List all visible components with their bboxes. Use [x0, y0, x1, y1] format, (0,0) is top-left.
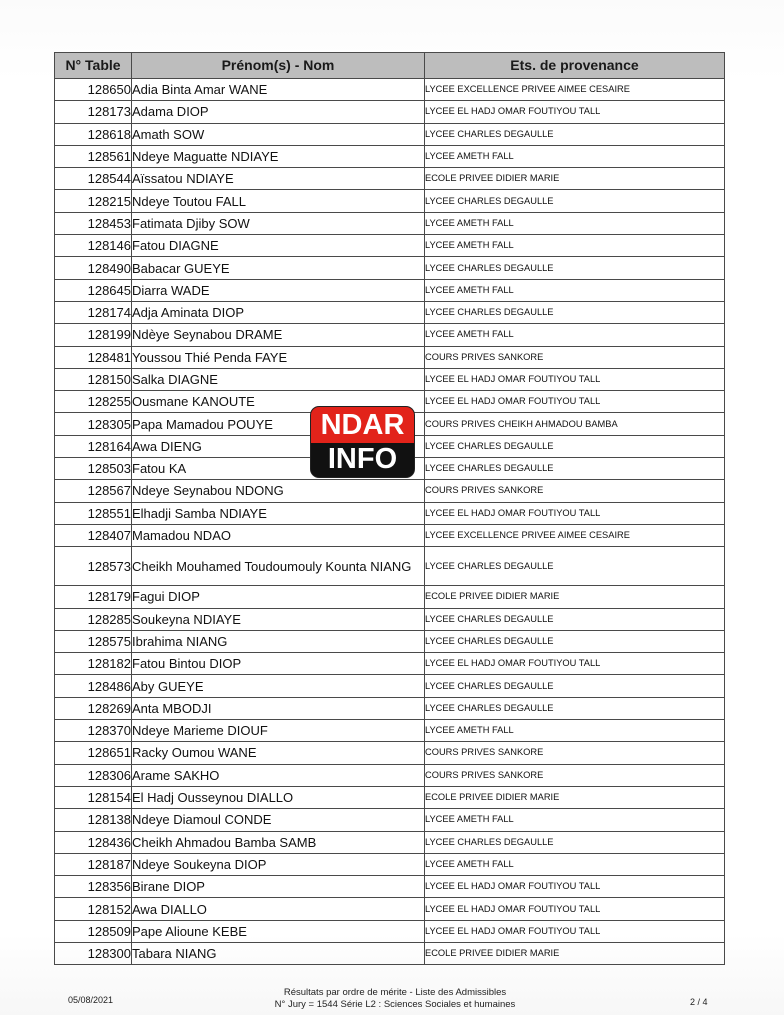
footer-line-2: N° Jury = 1544 Série L2 : Sciences Sociales et humaines: [274, 999, 516, 1010]
table-number-cell: 128645: [55, 279, 132, 301]
table-row: [55, 168, 725, 190]
student-name-cell: Awa DIENG: [132, 435, 425, 457]
student-name-cell: Aby GUEYE: [132, 675, 425, 697]
table-row: [55, 324, 725, 346]
student-name-cell: El Hadj Ousseynou DIALLO: [132, 786, 425, 808]
student-name-cell: Adja Aminata DIOP: [132, 301, 425, 323]
table-row: [55, 346, 725, 368]
school-cell: COURS PRIVES SANKORE: [425, 742, 725, 764]
school-cell: COURS PRIVES SANKORE: [425, 346, 725, 368]
table-number-cell: 128152: [55, 898, 132, 920]
school-cell: LYCEE EXCELLENCE PRIVEE AIMEE CESAIRE: [425, 524, 725, 546]
student-name-cell: Tabara NIANG: [132, 942, 425, 964]
table-number-cell: 128174: [55, 301, 132, 323]
school-cell: ECOLE PRIVEE DIDIER MARIE: [425, 586, 725, 608]
table-number-cell: 128651: [55, 742, 132, 764]
school-cell: LYCEE EL HADJ OMAR FOUTIYOU TALL: [425, 368, 725, 390]
footer-date: 05/08/2021: [68, 995, 114, 1005]
school-cell: COURS PRIVES CHEIKH AHMADOU BAMBA: [425, 413, 725, 435]
table-number-cell: 128199: [55, 324, 132, 346]
student-name-cell: Fatimata Djiby SOW: [132, 212, 425, 234]
student-name-cell: Fatou KA: [132, 458, 425, 480]
student-name-cell: Ndeye Soukeyna DIOP: [132, 853, 425, 875]
school-cell: LYCEE EL HADJ OMAR FOUTIYOU TALL: [425, 920, 725, 942]
table-number-cell: 128187: [55, 853, 132, 875]
student-name-cell: Ndeye Maguatte NDIAYE: [132, 145, 425, 167]
table-number-cell: 128215: [55, 190, 132, 212]
school-cell: LYCEE AMETH FALL: [425, 720, 725, 742]
school-cell: LYCEE EL HADJ OMAR FOUTIYOU TALL: [425, 391, 725, 413]
table-number-cell: 128503: [55, 458, 132, 480]
table-row: [55, 764, 725, 786]
table-row: [55, 301, 725, 323]
table-number-cell: 128407: [55, 524, 132, 546]
table-number-cell: 128618: [55, 123, 132, 145]
table-number-cell: 128269: [55, 697, 132, 719]
table-number-cell: 128300: [55, 942, 132, 964]
table-number-cell: 128573: [55, 547, 132, 586]
student-name-cell: Birane DIOP: [132, 876, 425, 898]
table-number-cell: 128146: [55, 235, 132, 257]
student-name-cell: Ibrahima NIANG: [132, 630, 425, 652]
school-cell: LYCEE AMETH FALL: [425, 235, 725, 257]
table-row: [55, 502, 725, 524]
school-cell: LYCEE AMETH FALL: [425, 853, 725, 875]
table-row: [55, 742, 725, 764]
school-cell: LYCEE EL HADJ OMAR FOUTIYOU TALL: [425, 502, 725, 524]
table-row: [55, 190, 725, 212]
table-row: [55, 123, 725, 145]
student-name-cell: Aïssatou NDIAYE: [132, 168, 425, 190]
school-cell: LYCEE CHARLES DEGAULLE: [425, 831, 725, 853]
table-number-cell: 128650: [55, 79, 132, 101]
table-number-cell: 128182: [55, 653, 132, 675]
school-cell: LYCEE EL HADJ OMAR FOUTIYOU TALL: [425, 101, 725, 123]
table-row: [55, 630, 725, 652]
table-number-cell: 128370: [55, 720, 132, 742]
header-name: Prénom(s) - Nom: [132, 53, 425, 79]
table-number-cell: 128356: [55, 876, 132, 898]
table-number-cell: 128551: [55, 502, 132, 524]
student-name-cell: Ndèye Seynabou DRAME: [132, 324, 425, 346]
footer-page-number: 2 / 4: [690, 997, 708, 1007]
footer-line-1: Résultats par ordre de mérite - Liste des Admissibles: [283, 987, 507, 998]
student-name-cell: Papa Mamadou POUYE: [132, 413, 425, 435]
school-cell: LYCEE CHARLES DEGAULLE: [425, 675, 725, 697]
student-name-cell: Cheikh Mouhamed Toudoumouly Kounta NIANG: [132, 547, 425, 586]
student-name-cell: Ndeye Toutou FALL: [132, 190, 425, 212]
footer-caption: [230, 987, 560, 1011]
student-name-cell: Racky Oumou WANE: [132, 742, 425, 764]
school-cell: LYCEE CHARLES DEGAULLE: [425, 123, 725, 145]
student-name-cell: Soukeyna NDIAYE: [132, 608, 425, 630]
table-row: [55, 212, 725, 234]
table-header-row: [55, 53, 725, 79]
table-number-cell: 128173: [55, 101, 132, 123]
school-cell: LYCEE CHARLES DEGAULLE: [425, 697, 725, 719]
school-cell: LYCEE CHARLES DEGAULLE: [425, 190, 725, 212]
table-row: [55, 720, 725, 742]
table-number-cell: 128179: [55, 586, 132, 608]
school-cell: LYCEE AMETH FALL: [425, 279, 725, 301]
school-cell: ECOLE PRIVEE DIDIER MARIE: [425, 942, 725, 964]
school-cell: COURS PRIVES SANKORE: [425, 764, 725, 786]
student-name-cell: Elhadji Samba NDIAYE: [132, 502, 425, 524]
table-row: [55, 942, 725, 964]
table-row: [55, 235, 725, 257]
table-number-cell: 128150: [55, 368, 132, 390]
table-number-cell: 128567: [55, 480, 132, 502]
table-row: [55, 697, 725, 719]
student-name-cell: Anta MBODJI: [132, 697, 425, 719]
table-row: [55, 675, 725, 697]
school-cell: LYCEE AMETH FALL: [425, 809, 725, 831]
table-row: [55, 608, 725, 630]
student-name-cell: Babacar GUEYE: [132, 257, 425, 279]
school-cell: LYCEE CHARLES DEGAULLE: [425, 458, 725, 480]
table-row: [55, 480, 725, 502]
student-name-cell: Ndeye Diamoul CONDE: [132, 809, 425, 831]
student-name-cell: Salka DIAGNE: [132, 368, 425, 390]
table-row: [55, 524, 725, 546]
table-number-cell: 128509: [55, 920, 132, 942]
logo-bottom-text: INFO: [311, 443, 414, 477]
table-number-cell: 128164: [55, 435, 132, 457]
student-name-cell: Ousmane KANOUTE: [132, 391, 425, 413]
student-name-cell: Cheikh Ahmadou Bamba SAMB: [132, 831, 425, 853]
student-name-cell: Arame SAKHO: [132, 764, 425, 786]
table-number-cell: 128138: [55, 809, 132, 831]
student-name-cell: Mamadou NDAO: [132, 524, 425, 546]
table-number-cell: 128255: [55, 391, 132, 413]
table-row: [55, 279, 725, 301]
table-row: [55, 809, 725, 831]
table-number-cell: 128486: [55, 675, 132, 697]
student-name-cell: Ndeye Marieme DIOUF: [132, 720, 425, 742]
school-cell: LYCEE EL HADJ OMAR FOUTIYOU TALL: [425, 653, 725, 675]
results-table: [54, 52, 725, 965]
table-row: [55, 898, 725, 920]
student-name-cell: Diarra WADE: [132, 279, 425, 301]
table-row: [55, 653, 725, 675]
school-cell: LYCEE EXCELLENCE PRIVEE AIMEE CESAIRE: [425, 79, 725, 101]
table-row: [55, 853, 725, 875]
student-name-cell: Adama DIOP: [132, 101, 425, 123]
table-number-cell: 128561: [55, 145, 132, 167]
school-cell: LYCEE CHARLES DEGAULLE: [425, 608, 725, 630]
table-row: [55, 786, 725, 808]
school-cell: LYCEE CHARLES DEGAULLE: [425, 547, 725, 586]
header-school: Ets. de provenance: [425, 53, 725, 79]
student-name-cell: Amath SOW: [132, 123, 425, 145]
table-row: [55, 145, 725, 167]
table-row: [55, 876, 725, 898]
table-row: [55, 101, 725, 123]
table-number-cell: 128154: [55, 786, 132, 808]
school-cell: LYCEE AMETH FALL: [425, 212, 725, 234]
table-row: [55, 79, 725, 101]
student-name-cell: Awa DIALLO: [132, 898, 425, 920]
table-number-cell: 128453: [55, 212, 132, 234]
table-number-cell: 128490: [55, 257, 132, 279]
table-number-cell: 128481: [55, 346, 132, 368]
student-name-cell: Ndeye Seynabou NDONG: [132, 480, 425, 502]
school-cell: LYCEE AMETH FALL: [425, 324, 725, 346]
table-row: [55, 368, 725, 390]
student-name-cell: Adia Binta Amar WANE: [132, 79, 425, 101]
school-cell: COURS PRIVES SANKORE: [425, 480, 725, 502]
school-cell: LYCEE EL HADJ OMAR FOUTIYOU TALL: [425, 876, 725, 898]
school-cell: ECOLE PRIVEE DIDIER MARIE: [425, 168, 725, 190]
school-cell: LYCEE CHARLES DEGAULLE: [425, 630, 725, 652]
student-name-cell: Fatou DIAGNE: [132, 235, 425, 257]
table-row: [55, 547, 725, 586]
school-cell: LYCEE CHARLES DEGAULLE: [425, 257, 725, 279]
header-table-number: N° Table: [55, 53, 132, 79]
table-row: [55, 257, 725, 279]
school-cell: LYCEE EL HADJ OMAR FOUTIYOU TALL: [425, 898, 725, 920]
student-name-cell: Fagui DIOP: [132, 586, 425, 608]
school-cell: LYCEE AMETH FALL: [425, 145, 725, 167]
table-number-cell: 128306: [55, 764, 132, 786]
table-row: [55, 586, 725, 608]
student-name-cell: Pape Alioune KEBE: [132, 920, 425, 942]
school-cell: LYCEE CHARLES DEGAULLE: [425, 435, 725, 457]
logo-top-text: NDAR: [311, 407, 414, 443]
table-number-cell: 128305: [55, 413, 132, 435]
table-number-cell: 128544: [55, 168, 132, 190]
table-number-cell: 128436: [55, 831, 132, 853]
table-number-cell: 128575: [55, 630, 132, 652]
school-cell: ECOLE PRIVEE DIDIER MARIE: [425, 786, 725, 808]
table-row: [55, 831, 725, 853]
table-row: [55, 920, 725, 942]
table-number-cell: 128285: [55, 608, 132, 630]
student-name-cell: Fatou Bintou DIOP: [132, 653, 425, 675]
student-name-cell: Youssou Thié Penda FAYE: [132, 346, 425, 368]
ndar-info-logo: [311, 407, 414, 477]
school-cell: LYCEE CHARLES DEGAULLE: [425, 301, 725, 323]
